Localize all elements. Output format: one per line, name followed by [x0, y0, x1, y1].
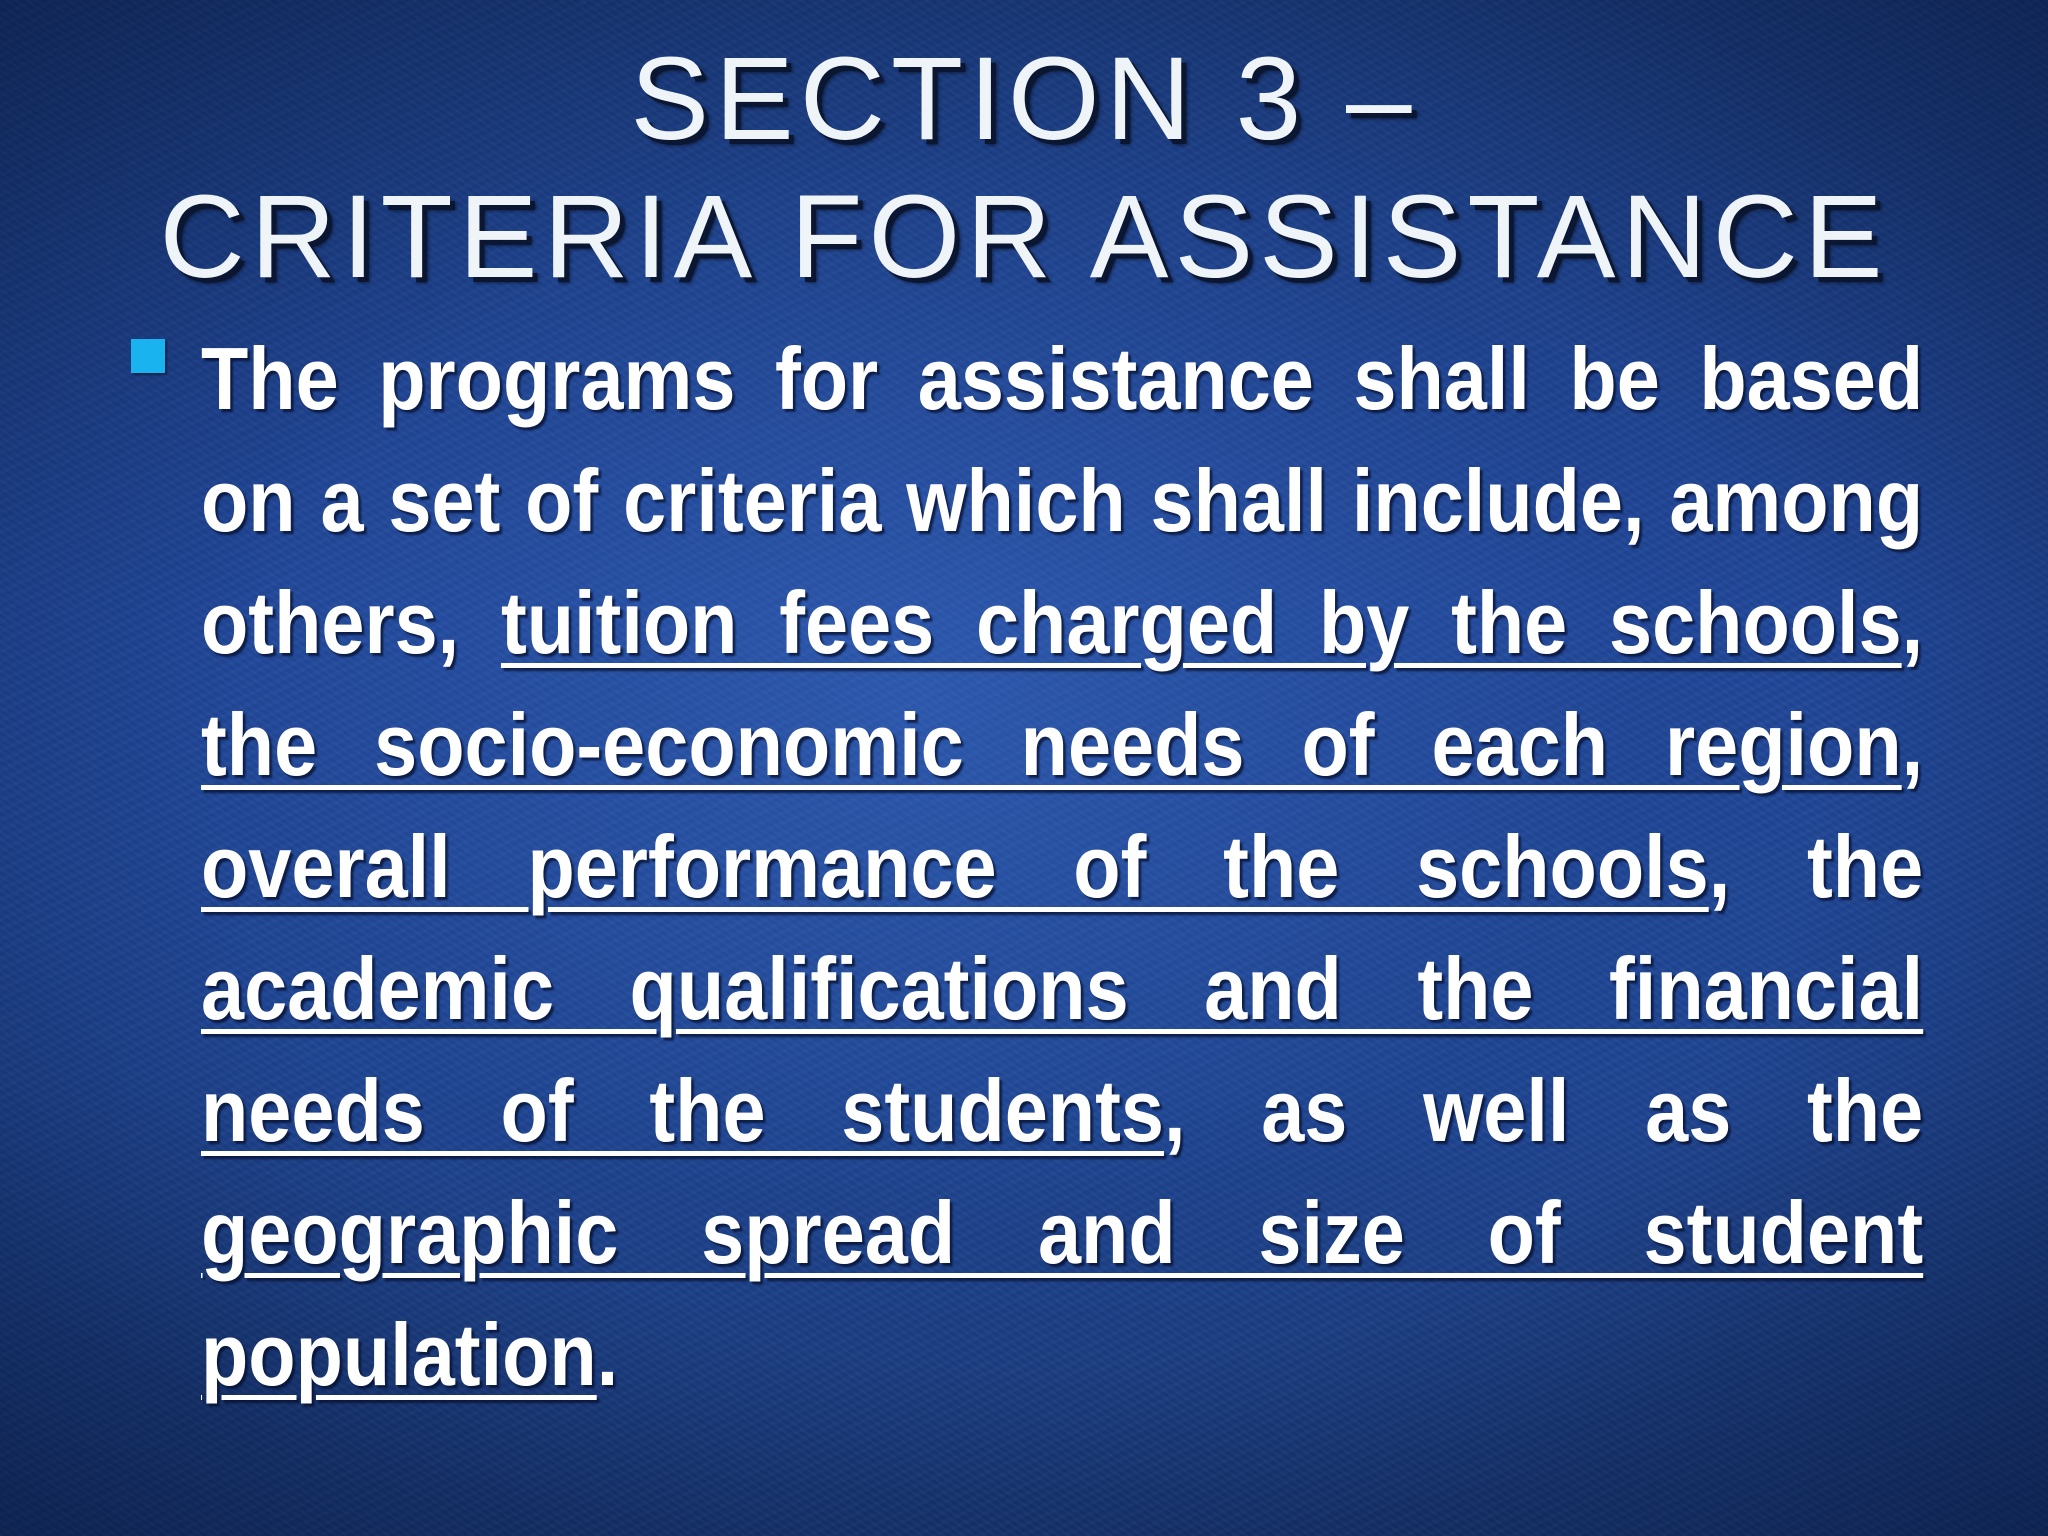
- text-segment: , the: [1708, 817, 1924, 916]
- bullet-paragraph: [201, 318, 1923, 1416]
- underlined-criterion-geographic: geographic spread and size of student population: [201, 1183, 1924, 1404]
- text-segment: .: [596, 1305, 619, 1404]
- underlined-criterion-performance: overall performance of the schools: [201, 817, 1709, 916]
- underlined-criterion-tuition: tuition fees charged by the schools: [500, 573, 1902, 672]
- slide-title: [0, 30, 2048, 306]
- text-segment: ,: [1901, 573, 1924, 672]
- title-line-1: SECTION 3 –: [630, 33, 1418, 165]
- underlined-criterion-socio-economic: the socio-economic needs of each region: [201, 695, 1902, 794]
- text-segment: The programs for assistance shall be based on a set of criteria which shall include, among others,: [201, 329, 1924, 672]
- title-line-2: CRITERIA FOR ASSISTANCE: [159, 171, 1889, 303]
- square-bullet-icon: [131, 339, 165, 373]
- text-segment: ,: [1901, 695, 1924, 794]
- underlined-criterion-academic-financial: academic qualifications and the financial needs of the students: [201, 939, 1924, 1160]
- text-segment: , as well as the: [1163, 1061, 1924, 1160]
